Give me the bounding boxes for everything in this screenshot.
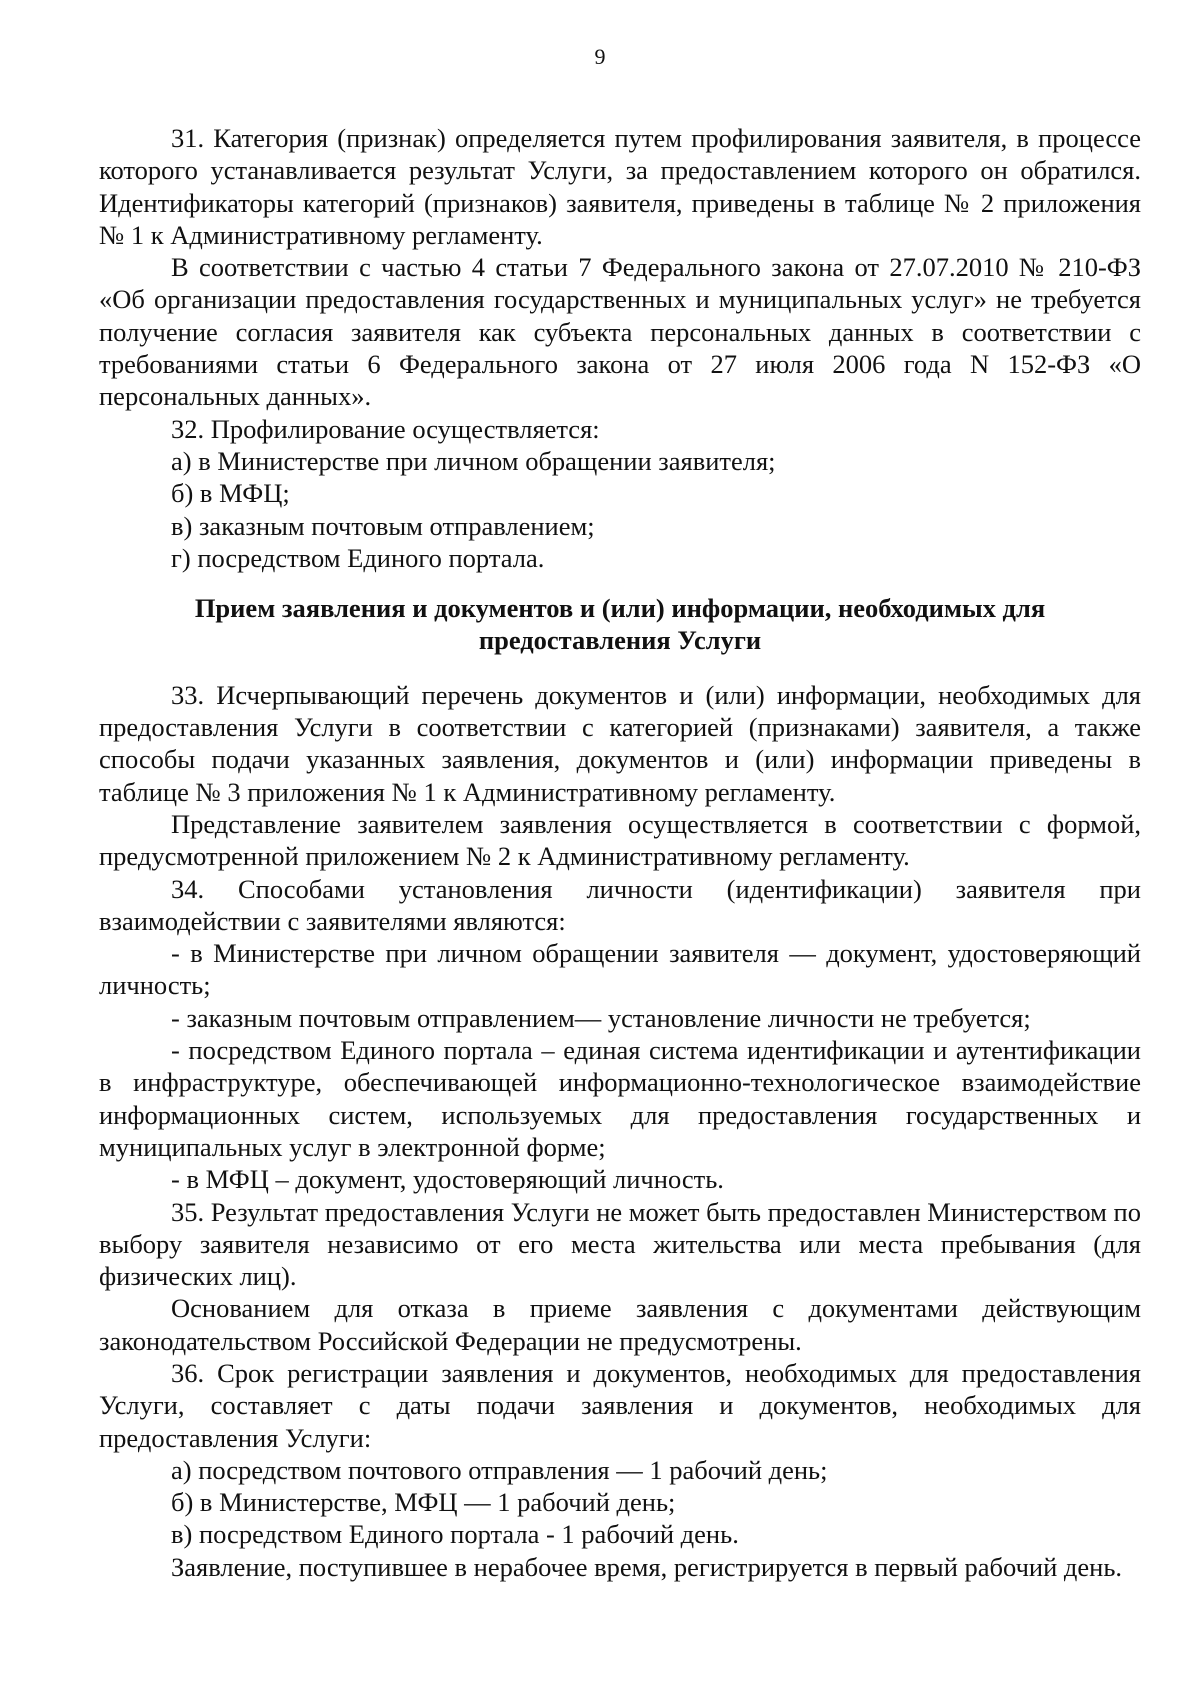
paragraph: Представление заявителем заявления осуществляется в соответствии с формой, предусмотренной приложением № 2 к Административному регламенту.: [99, 808, 1141, 872]
paragraph: б) в Министерстве, МФЦ — 1 рабочий день;: [171, 1487, 676, 1518]
paragraph: Основанием для отказа в приеме заявления с документами действующим законодательством Российской Федерации не предусмотрены.: [99, 1293, 1141, 1356]
section-application-intake: [99, 679, 1141, 1583]
paragraph: а) в Министерстве при личном обращении заявителя;: [171, 445, 776, 476]
paragraph: - заказным почтовым отправлением— установление личности не требуется;: [171, 1002, 1031, 1033]
paragraph: в) заказным почтовым отправлением;: [171, 510, 595, 541]
paragraph: 32. Профилирование осуществляется:: [171, 413, 600, 444]
paragraph: 33. Исчерпывающий перечень документов и (или) информации, необходимых для предоставления Услуги в соответствии с категорией (признаками) заявителя, а также способы подачи указанных заявления, документов и (или) информации приведены в таблице № 3 приложения № 1 к Административному регламенту.: [99, 679, 1141, 807]
paragraph: 34. Способами установления личности (идентификации) заявителя при взаимодействии с заявителями являются:: [99, 873, 1141, 936]
section-heading-line-1: Прием заявления и документов и (или) информации, необходимых для: [194, 593, 1046, 624]
page-number: 9: [594, 44, 606, 69]
paragraph: 31. Категория (признак) определяется путем профилирования заявителя, в процессе которого устанавливается результат Услуги, за предоставлением которого он обратился. Идентификаторы категорий (признаков) заявителя, приведены в таблице № 2 приложения № 1 к Административному регламенту.: [99, 123, 1141, 250]
paragraph: 36. Срок регистрации заявления и документов, необходимых для предоставления Услуги, составляет с даты подачи заявления и документов, необходимых для предоставления Услуги:: [99, 1357, 1141, 1453]
paragraph: б) в МФЦ;: [171, 478, 290, 509]
paragraph: - посредством Единого портала – единая система идентификации и аутентификации в инфраструктуре, обеспечивающей информационно-технологическое взаимодействие информационных систем, используемых для предоставления государственных и муниципальных услуг в электронной форме;: [99, 1035, 1141, 1162]
paragraph: а) посредством почтового отправления — 1 рабочий день;: [171, 1454, 828, 1485]
paragraph: 35. Результат предоставления Услуги не может быть предоставлен Министерством по выбору заявителя независимо от его места жительства или места пребывания (для физических лиц).: [99, 1196, 1141, 1292]
paragraph: г) посредством Единого портала.: [171, 542, 545, 573]
paragraph: В соответствии с частью 4 статьи 7 Федерального закона от 27.07.2010 № 210-ФЗ «Об организации предоставления государственных и муниципальных услуг» не требуется получение согласия заявителя как субъекта персональных данных в соответствии с требованиями статьи 6 Федерального закона от 27 июля 2006 года N 152-ФЗ «О персональных данных».: [99, 252, 1141, 412]
paragraph: Заявление, поступившее в нерабочее время, регистрируется в первый рабочий день.: [171, 1551, 1123, 1582]
paragraph: в) посредством Единого портала - 1 рабочий день.: [171, 1519, 739, 1550]
section-heading: [99, 592, 1141, 657]
section-profiling: [99, 122, 1141, 574]
paragraph: - в Министерстве при личном обращении заявителя — документ, удостоверяющий личность;: [99, 938, 1141, 1001]
document-body: [99, 122, 1141, 1583]
paragraph: - в МФЦ – документ, удостоверяющий личность.: [171, 1164, 724, 1195]
section-heading-line-2: предоставления Услуги: [478, 625, 762, 656]
